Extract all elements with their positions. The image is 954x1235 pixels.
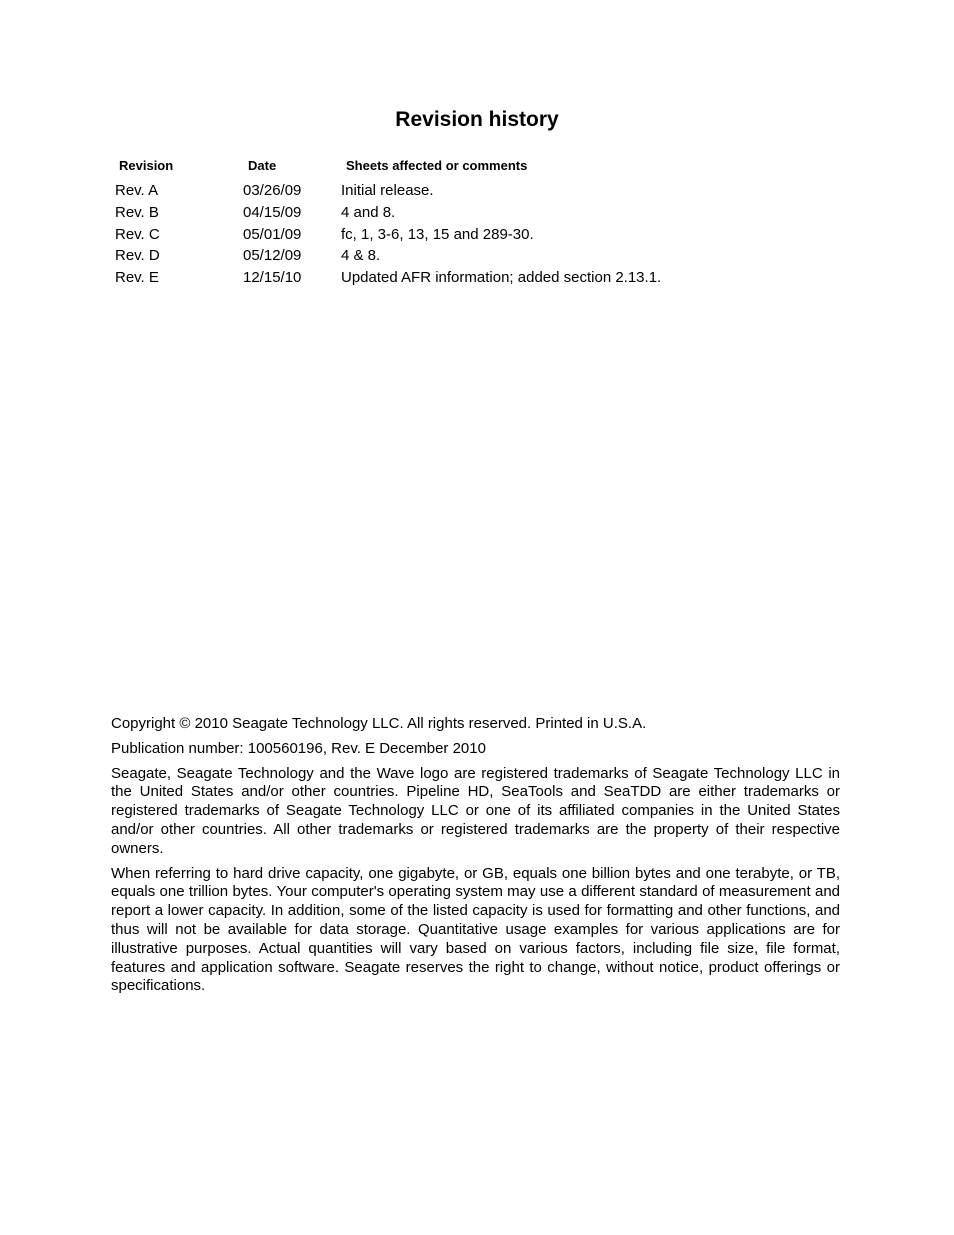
row-comments: 4 & 8. <box>341 247 381 265</box>
row-date: 05/01/09 <box>243 225 302 243</box>
row-revision: Rev. C <box>115 225 160 243</box>
row-revision: Rev. B <box>115 203 159 221</box>
row-revision: Rev. A <box>115 182 159 199</box>
table-row <box>112 269 661 291</box>
header-revision: Revision <box>119 158 174 173</box>
revision-table <box>112 156 661 291</box>
row-revision: Rev. D <box>115 247 160 265</box>
row-revision: Rev. E <box>115 269 159 287</box>
trademark-notice: Seagate, Seagate Technology and the Wave logo are registered trademarks of Seagate Technology LLC in the United States and/or other countries. Pipeline HD, SeaTools and SeaTDD are either trademarks or registered trademarks of Seagate Technology LLC or one of its affiliated companies in the United States and/or other countries. All other trademarks or registered trademarks are the property of their respective owners. <box>111 764 840 857</box>
row-comments: fc, 1, 3-6, 13, 15 and 289-30. <box>341 225 534 243</box>
row-date: 12/15/10 <box>243 269 302 287</box>
table-row <box>112 180 661 204</box>
header-comments: Sheets affected or comments <box>346 158 528 173</box>
row-date: 05/12/09 <box>243 247 302 265</box>
legal-notice <box>111 715 840 1002</box>
header-date: Date <box>248 158 277 173</box>
copyright-text: Copyright © 2010 Seagate Technology LLC. All rights reserved. Printed in U.S.A. <box>111 715 647 732</box>
table-row <box>112 204 661 226</box>
row-date: 04/15/09 <box>243 203 302 221</box>
row-comments: 4 and 8. <box>341 203 396 221</box>
row-comments: Initial release. <box>341 182 434 199</box>
page-title: Revision history <box>395 108 559 131</box>
row-comments: Updated AFR information; added section 2.13.1. <box>341 269 662 287</box>
capacity-notice: When referring to hard drive capacity, one gigabyte, or GB, equals one billion bytes and one terabyte, or TB, equals one trillion bytes. Your computer's operating system may use a different standard of measurement and report a lower capacity. In addition, some of the listed capacity is used for formatting and other functions, and thus will not be available for data storage. Quantitative usage examples for various applications are for illustrative purposes. Actual quantities will vary based on various factors, including file size, file format, features and application software. Seagate reserves the right to change, without notice, product offerings or specifications. <box>111 864 840 995</box>
table-row <box>112 247 661 269</box>
row-date: 03/26/09 <box>243 182 302 199</box>
publication-number: Publication number: 100560196, Rev. E December 2010 <box>111 739 486 757</box>
table-row <box>112 226 661 248</box>
table-header-row <box>112 156 661 180</box>
